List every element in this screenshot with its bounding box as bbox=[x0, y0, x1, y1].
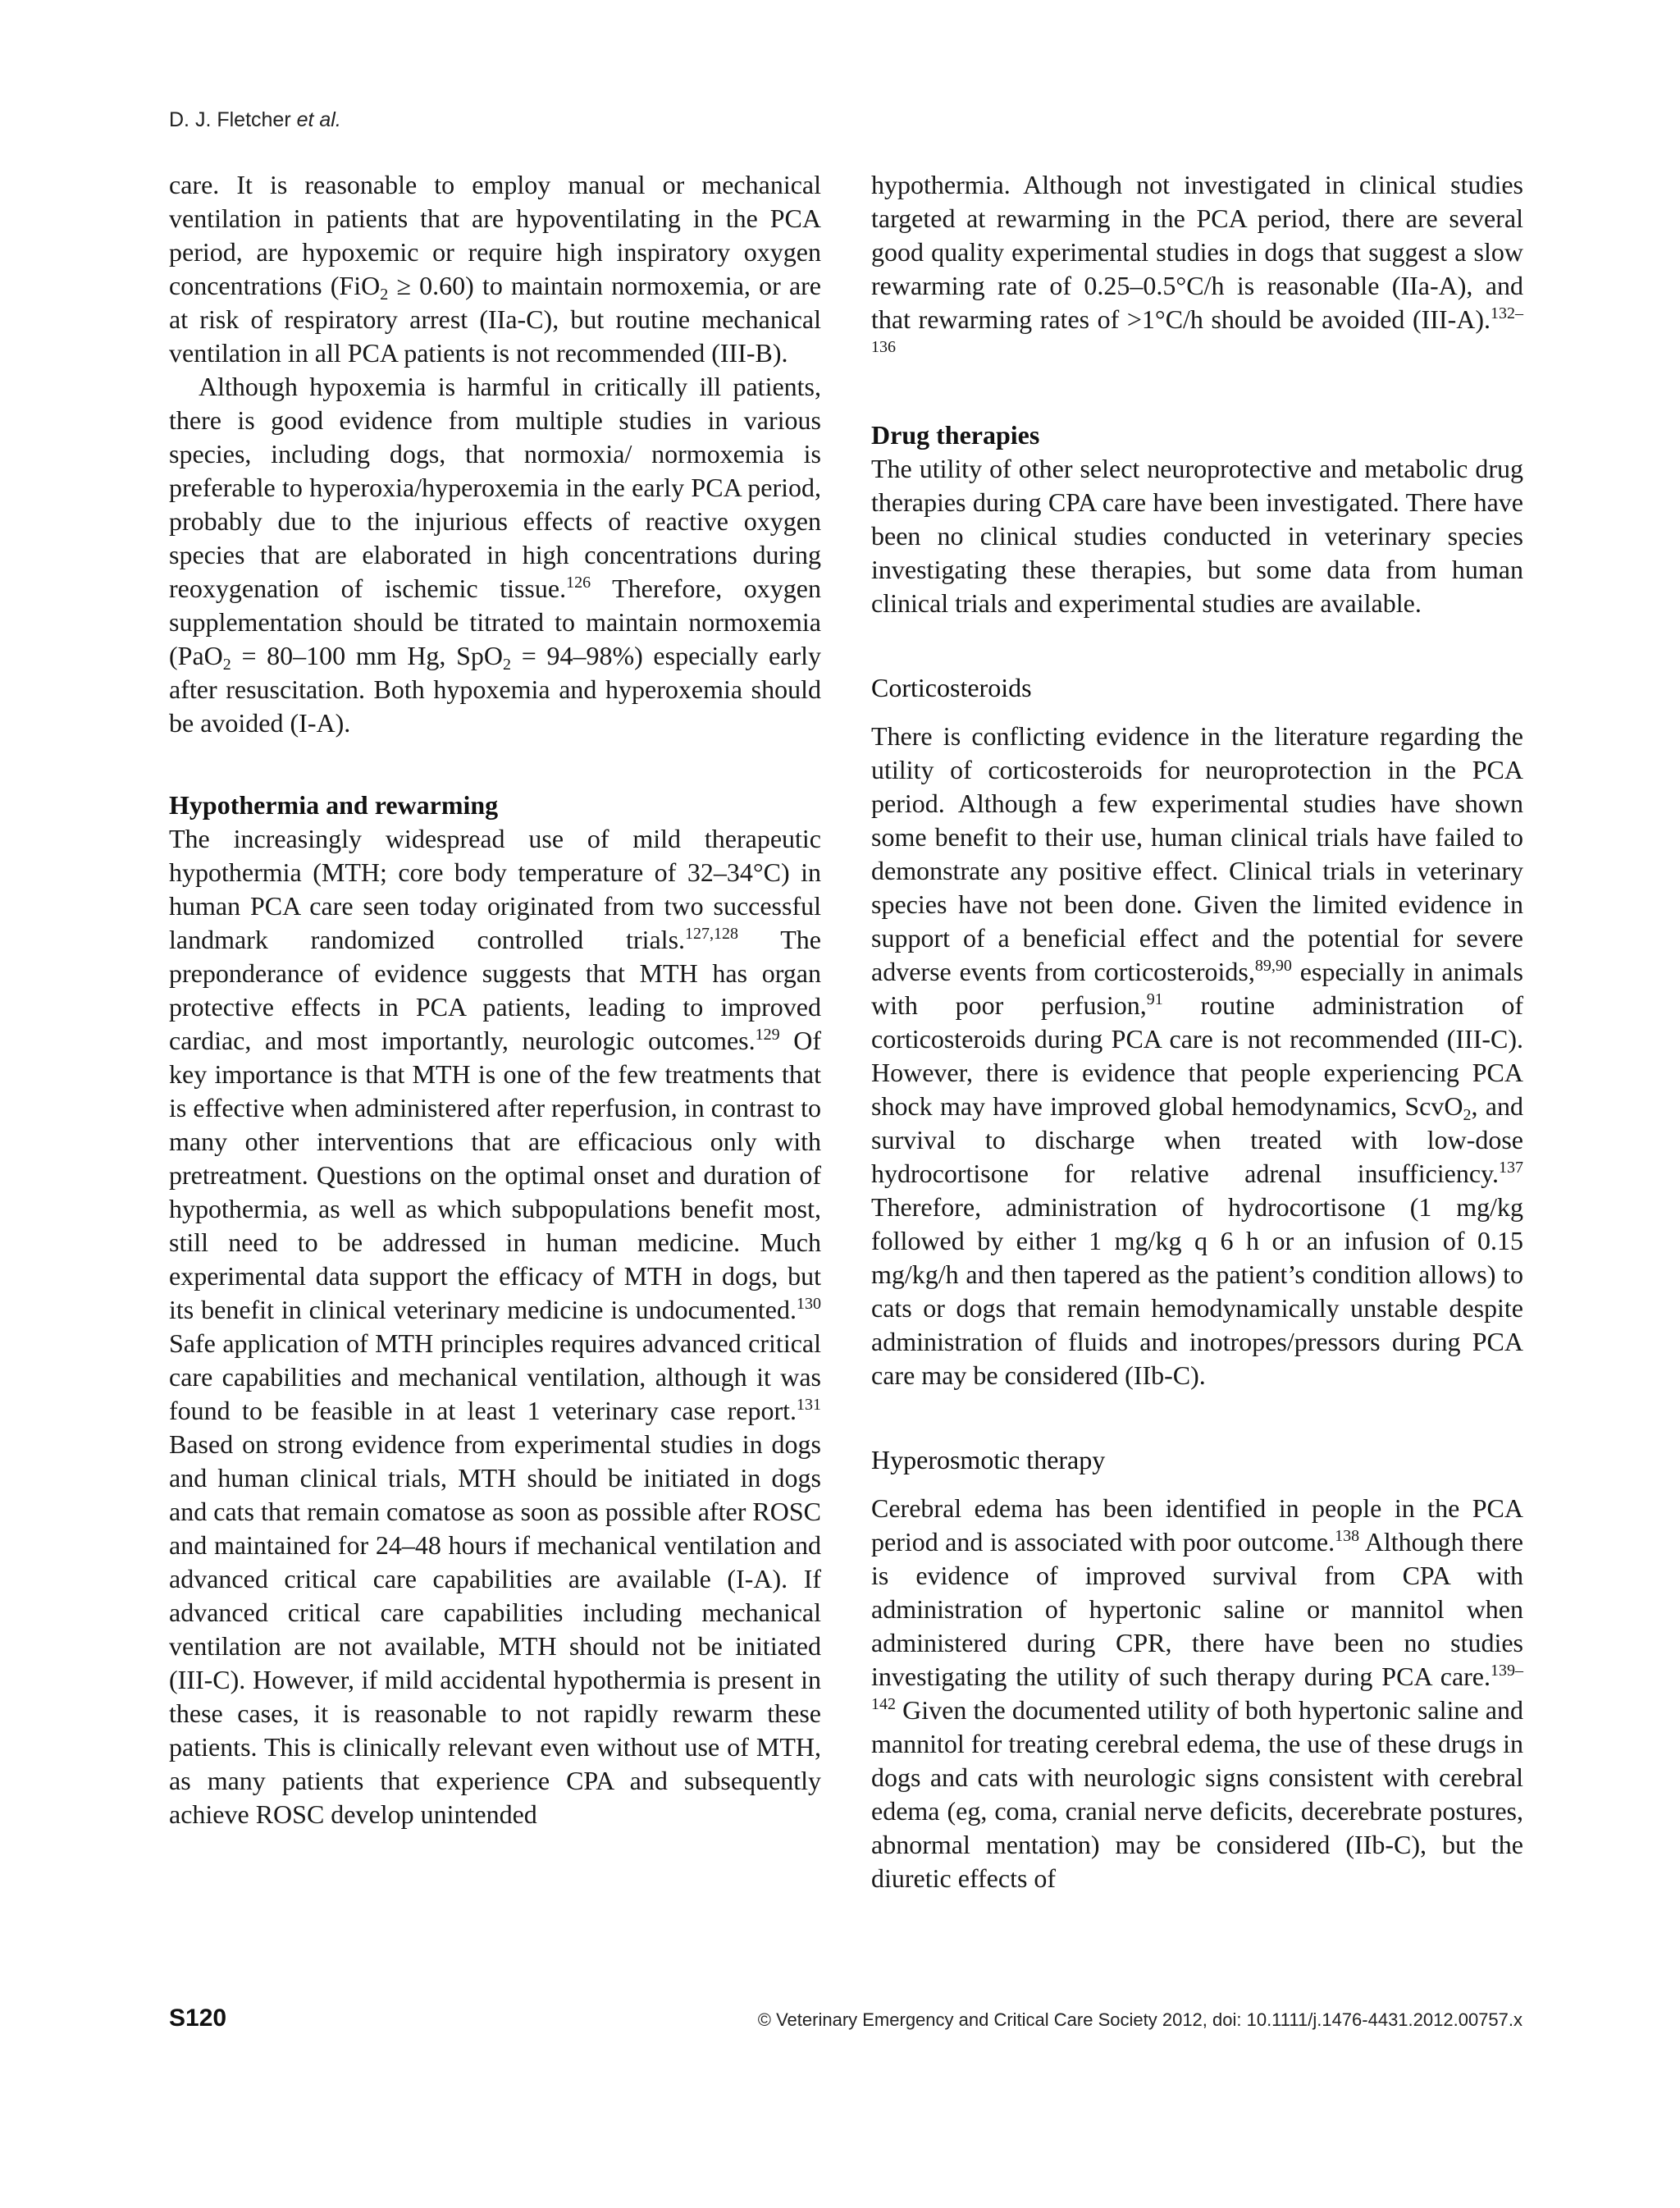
copyright-doi: © Veterinary Emergency and Critical Care Society 2012, doi: 10.1111/j.1476-4431.2012.00757.x bbox=[757, 2009, 1522, 2030]
citation-ref: 126 bbox=[566, 574, 591, 592]
citation-ref: 131 bbox=[797, 1396, 821, 1414]
subheading-hyperosmotic: Hyperosmotic therapy bbox=[871, 1445, 1106, 1474]
left-paragraph-mth: The increasingly widespread use of mild therapeutic hypothermia (MTH; core body temperature of 32–34°C) in human PCA care seen today originated from two successful landmark randomized controlled trials.$^{127,128}$ The preponderance of evidence suggests that MTH has organ protective effects in PCA patients, leading to improved cardiac, and most importantly, neurologic outcomes.$^{129}$ Of key importance is that MTH is one of the few treatments that is effective when administered after reperfusion, in contrast to many other interventions that are efficacious only with pretreatment. Questions on the optimal onset and duration of hypothermia, as well as which subpopulations benefit most, still need to be addressed in human medicine. Much experimental data support the efficacy of MTH in dogs, but its benefit in clinical veterinary medicine is undocumented.$^{130}$ Safe application of MTH principles requires advanced critical care capabilities and mechanical ventilation, although it was found to be feasible in at least 1 veterinary case report.$^{131}$ Based on strong evidence from experimental studies in dogs and human clinical trials, MTH should be initiated in dogs and cats that remain comatose as soon as possible after ROSC and maintained for 24–48 hours if mechanical ventilation and advanced critical care capabilities are available (I-A). If advanced critical care capabilities including mechanical ventilation are not available, MTH should not be initiated (III-C). However, if mild accidental hypothermia is present in these cases, it is reasonable to not rapidly rewarm these patients. This is clinically relevant even without use of MTH, as many patients that experience CPA and subsequently achieve ROSC develop unintended bbox=[169, 824, 822, 1829]
left-paragraph-ventilation: care. It is reasonable to employ manual or mechanical ventilation in patients that are hypoventilating in the PCA period, are hypoxemic or require high inspiratory oxygen concentrations (FiO$_2$ ≥ 0.60) to maintain normoxemia, or are at risk of respiratory arrest (IIa-C), but routine mechanical ventilation in all PCA patients is not recommended (III-B). bbox=[169, 170, 822, 368]
left-paragraph-hypoxemia: Although hypoxemia is harmful in critically ill patients, there is good evidence from multiple studies in various species, including dogs, that normoxia/ normoxemia is preferable to hyperoxia/hyperoxemia in the early PCA period, probably due to the injurious effects of reactive oxygen species that are elaborated in high concentrations during reoxygenation of ischemic tissue.$^{126}$ Therefore, oxygen supplementation should be titrated to maintain normoxemia (PaO$_2$ = 80–100 mm Hg, SpO$_2$ = 94–98%) especially early after resuscitation. Both hypoxemia and hyperoxemia should be avoided (I-A). bbox=[169, 372, 822, 738]
page-number: S120 bbox=[169, 2005, 227, 2032]
right-paragraph-corticosteroids: There is conflicting evidence in the literature regarding the utility of corticosteroids for neuroprotection in the PCA period. Although a few experimental studies have shown some benefit to their use, human clinical trials have failed to demonstrate any positive effect. Clinical trials in veterinary species have not been done. Given the limited evidence in support of a beneficial effect and the potential for severe adverse events from corticosteroids,$^{89,90}$ especially in animals with poor perfusion,$^{91}$ routine administration of corticosteroids during PCA care is not recommended (III-C). However, there is evidence that people experiencing PCA shock may have improved global hemodynamics, ScvO$_2$, and survival to discharge when treated with low-dose hydrocortisone for relative adrenal insufficiency.$^{137}$ Therefore, administration of hydrocortisone (1 mg/kg followed by either 1 mg/kg q 6 h or an infusion of 0.15 mg/kg/h and then tapered as the patient’s condition allows) to cats or dogs that remain hemodynamically unstable despite administration of fluids and inotropes/pressors during PCA care may be considered (IIb-C). bbox=[871, 721, 1524, 1390]
heading-drug-therapies: Drug therapies bbox=[871, 420, 1040, 450]
right-paragraph-rewarming: hypothermia. Although not investigated in clinical studies targeted at rewarming in the PCA period, there are several good quality experimental studies in dogs that suggest a slow rewarming rate of 0.25–0.5°C/h is reasonable (IIa-A), and that rewarming rates of >1°C/h should be avoided (III-A).$^{132-136}$ bbox=[871, 170, 1523, 356]
right-paragraph-hyperosmotic: Cerebral edema has been identified in people in the PCA period and is associated with poor outcome.$^{138}$ Although there is evidence of improved survival from CPA with administration of hypertonic saline or mannitol when administered during CPR, there have been no studies investigating the utility of such therapy during PCA care.$^{139-142}$ Given the documented utility of both hypertonic saline and mannitol for treating cerebral edema, the use of these drugs in dogs and cats with neurologic signs consistent with cerebral edema (eg, coma, cranial nerve deficits, decerebrate postures, abnormal mentation) may be considered (IIb-C), but the diuretic effects of bbox=[871, 1493, 1524, 1893]
running-head-authors: D. J. Fletcher bbox=[169, 108, 291, 131]
right-paragraph-drug-therapies: The utility of other select neuroprotective and metabolic drug therapies during CPA care have been investigated. There have been no clinical studies conducted in veterinary species investigating these therapies, but some data from human clinical trials and experimental studies are available. bbox=[871, 454, 1523, 618]
heading-hypothermia: Hypothermia and rewarming bbox=[169, 790, 499, 820]
citation-ref: 137 bbox=[1499, 1159, 1523, 1177]
citation-ref: 130 bbox=[797, 1295, 821, 1313]
running-head bbox=[169, 108, 341, 132]
subheading-corticosteroids: Corticosteroids bbox=[871, 673, 1032, 702]
citation-ref: 127,128 bbox=[685, 925, 739, 943]
citation-ref: 89,90 bbox=[1254, 957, 1292, 975]
citation-ref: 91 bbox=[1146, 990, 1163, 1008]
citation-ref: 139–142 bbox=[871, 1662, 1523, 1713]
right-column bbox=[871, 168, 1523, 1895]
left-column bbox=[169, 168, 821, 1831]
citation-ref: 138 bbox=[1335, 1527, 1360, 1545]
citation-ref: 129 bbox=[755, 1026, 780, 1044]
citation-ref: 132–136 bbox=[871, 304, 1523, 356]
running-head-etal: et al. bbox=[296, 108, 341, 131]
